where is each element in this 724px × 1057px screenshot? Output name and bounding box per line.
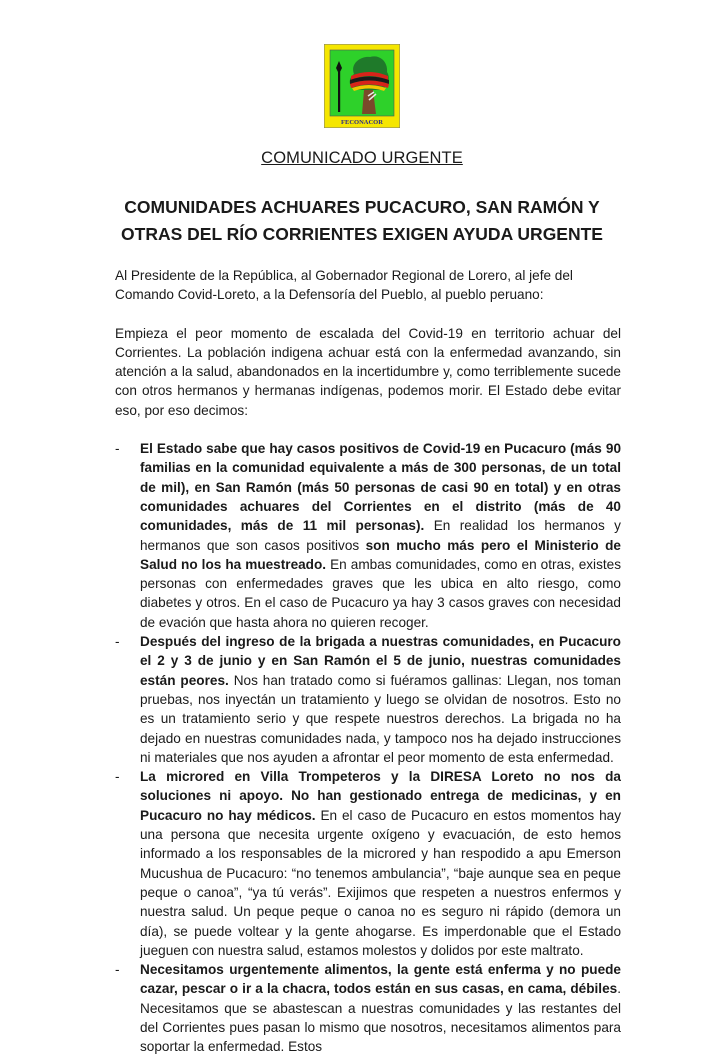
body-text: En el caso de Pucacuro en estos momentos hay una persona que necesita urgente oxígeno y evacuación, de esto hemos informado a los responsables de la microred y han respodido a apu Emerson Mucushua de Pucacuro: “no tenemos ambulancia”, “baje aunque sea en peque peque o canoa”, “ya tú verás”. Exijimos que respeten a nuestros enfermos y nuestra salud. Un peque peque o canoa no es seguro ni rápido (demora un día), se puede voltear y la gente ahogarse. Es imperdonable que el Estado jueguen con nuestra salud, estamos molestos y dolidos por este maltrato. [140, 807, 622, 958]
document-title [0, 194, 724, 248]
document-body [115, 266, 621, 1057]
bullet-marker: - [115, 962, 120, 978]
title-line-1: COMUNIDADES ACHUARES PUCACURO, SAN RAMÓN Y [124, 197, 600, 217]
list-item [115, 439, 621, 632]
bold-text: La microred en Villa Trompeteros y la DIRESA Loreto no nos da soluciones ni apoyo. No han gestionado entrega de medicinas, y en Pucacuro no hay médicos. [140, 769, 621, 823]
body-text: En ambas comunidades, como en otras, existes personas con enfermedades graves que les ubica en alto riesgo, como diabetes y otros. En el caso de Pucacuro ya hay 3 casos graves con necesidad de evación que hasta ahora no quieren recoger. [140, 556, 622, 630]
list-item [115, 632, 621, 767]
bullet-marker: - [115, 441, 120, 457]
bold-text: Necesitamos urgentemente alimentos, la gente está enferma y no puede cazar, pescar o ir a la chacra, todos están en sus casas, en cama, débiles [140, 962, 621, 997]
list-item [115, 767, 621, 960]
bullet-marker: - [115, 769, 120, 785]
feconacor-logo-graphic [324, 44, 400, 128]
title-line-2: OTRAS DEL RÍO CORRIENTES EXIGEN AYUDA URGENTE [121, 224, 603, 244]
bold-text: Después del ingreso de la brigada a nuestras comunidades, en Pucacuro el 2 y 3 de junio y en San Ramón el 5 de junio, nuestras comunidades están peores. [140, 634, 621, 688]
body-text: En realidad los hermanos y hermanos que son casos positivos [140, 518, 621, 553]
demands-list [115, 439, 621, 1057]
bullet-marker: - [115, 634, 120, 650]
feconacor-logo [324, 44, 400, 128]
bold-text: son mucho más pero el Ministerio de Salud no los ha muestreado. [140, 537, 621, 572]
list-item [115, 960, 621, 1056]
intro-paragraph: Empieza el peor momento de escalada del Covid-19 en territorio achuar del Corrientes. La población indigena achuar está con la enfermedad avanzando, sin atención a la salud, abandonados en la incertidumbre y, como terriblemente sucede con otros hermanos y hermanas indígenas, podemos morir. El Estado debe evitar eso, por eso decimos: [115, 325, 621, 418]
logo-text: FECONACOR [341, 119, 383, 126]
body-text: Nos han tratado como si fuéramos gallinas: Llegan, nos toman pruebas, nos inyectán un tratamiento y luego se olvidan de nosotros. Esto no es un tratamiento serio y que respete nuestros derechos. La brigada no ha dejado en nuestras comunidades nada, y tampoco nos ha dejado instrucciones ni materiales que nos ayuden a afrontar el peor momento de esta enfermedad. [140, 672, 621, 765]
bold-text: El Estado sabe que hay casos positivos de Covid-19 en Pucacuro (más 90 familias en la comunidad equivalente a más de 300 personas, de un total de mil), en San Ramón (más 50 personas de casi 90 en total) y en otras comunidades achuares del Corrientes en el distrito (más de 40 comunidades, más de 11 mil personas). [140, 441, 621, 534]
document-label: COMUNICADO URGENTE [261, 149, 463, 167]
address-paragraph: Al Presidente de la República, al Gobernador Regional de Lorero, al jefe del Comando Covid-Loreto, a la Defensoría del Pueblo, al pueblo peruano: [115, 268, 573, 303]
body-text: . Necesitamos que se abastescan a nuestras comunidades y las restantes del del Corrientes pues pasan lo mismo que nosotros, necesitamos alimentos para soportar la enfermedad. Estos [140, 981, 621, 1055]
